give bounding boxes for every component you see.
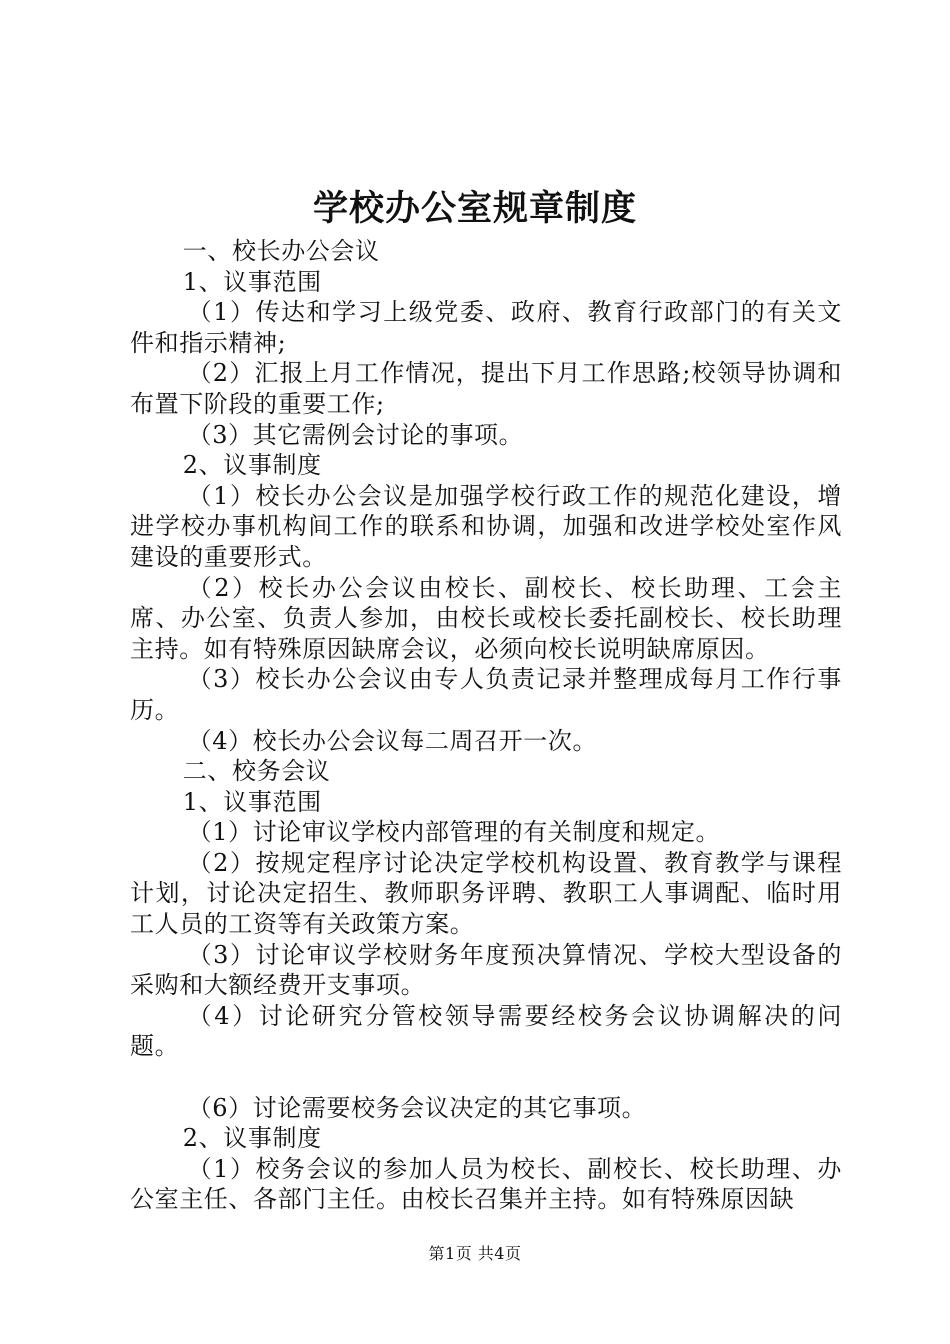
paragraph: （1）传达和学习上级党委、政府、教育行政部门的有关文件和指示精神;: [130, 298, 842, 357]
subsection-heading: 1、议事范围: [182, 787, 322, 816]
document-body: [130, 236, 842, 1215]
subsection-heading: 2、议事制度: [182, 451, 322, 480]
subsection-heading: 2、议事制度: [182, 1124, 322, 1153]
blank-line: [130, 1062, 842, 1093]
paragraph: （4）校长办公会议每二周召开一次。: [187, 726, 598, 755]
section-heading: 一、校长办公会议: [182, 237, 380, 265]
paragraph: （4）讨论研究分管校领导需要经校务会议协调解决的问题。: [130, 1001, 842, 1061]
paragraph: （1）讨论审议学校内部管理的有关制度和规定。: [187, 818, 721, 847]
paragraph: （1）校长办公会议是加强学校行政工作的规范化建设，增进学校办事机构间工作的联系和协调，加强和改进学校处室作风建设的重要形式。: [130, 481, 842, 571]
section-heading: 二、校务会议: [182, 757, 331, 786]
paragraph: （2）汇报上月工作情况，提出下月工作思路;校领导协调和布置下阶段的重要工作;: [130, 359, 842, 418]
document-title: 学校办公室规章制度: [312, 188, 637, 229]
paragraph: （6）讨论需要校务会议决定的其它事项。: [187, 1093, 647, 1122]
paragraph: （2）按规定程序讨论决定学校机构设置、教育教学与课程计划，讨论决定招生、教师职务评聘、教职工人事调配、临时用工人员的工资等有关政策方案。: [130, 848, 842, 939]
paragraph: （3）其它需例会讨论的事项。: [187, 420, 524, 449]
paragraph: （3）讨论审议学校财务年度预决算情况、学校大型设备的采购和大额经费开支事项。: [130, 940, 842, 1000]
paragraph: （1）校务会议的参加人员为校长、副校长、校长助理、办公室主任、各部门主任。由校长召集并主持。如有特殊原因缺: [130, 1154, 842, 1214]
paragraph: （3）校长办公会议由专人负责记录并整理成每月工作行事历。: [130, 665, 842, 724]
subsection-heading: 1、议事范围: [182, 267, 322, 296]
page-footer: 第1页 共4页: [428, 1244, 522, 1263]
paragraph: （2）校长办公会议由校长、副校长、校长助理、工会主席、办公室、负责人参加，由校长或校长委托副校长、校长助理主持。如有特殊原因缺席会议，必须向校长说明缺席原因。: [130, 573, 842, 663]
